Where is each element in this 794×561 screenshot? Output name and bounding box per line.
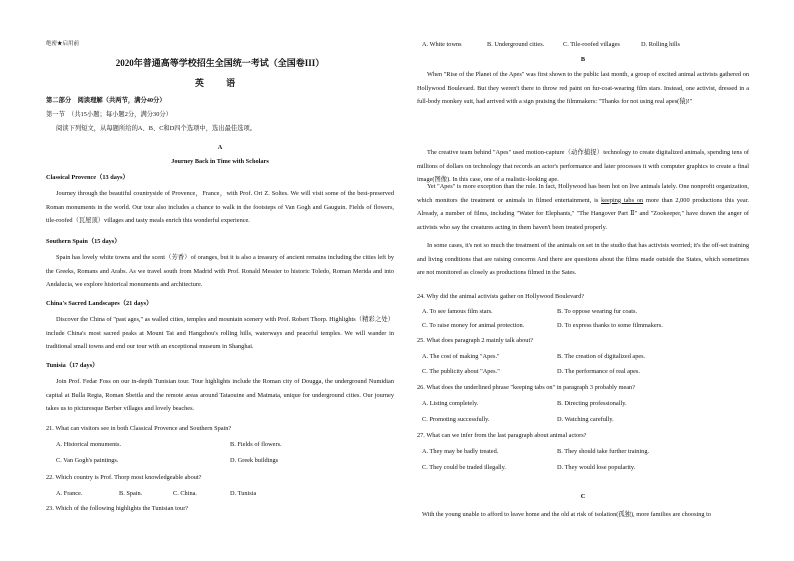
passage-a-letter: A: [217, 144, 223, 151]
exam-title: 2020年普通高等学校招生全国统一考试（全国卷III）: [115, 58, 325, 68]
question-26-option-c: C. Promoting successfully.: [422, 416, 490, 423]
question-22-option-d: D. Tunisia: [230, 490, 257, 497]
question-23-option-d: D. Rolling hills: [641, 41, 681, 48]
passage-a-heading-tunisia: Tunisia（17 days）: [46, 362, 99, 369]
passage-c-letter: C: [580, 493, 586, 500]
passage-a-heading-china: China's Sacred Landscapes（21 days）: [46, 300, 153, 307]
question-22-stem: 22. Which country is Prof. Thorp most knowledgeable about?: [46, 474, 202, 481]
question-23-option-a: A. White towns: [422, 41, 462, 48]
question-22-option-a: A. France.: [56, 490, 83, 497]
question-21-option-a: A. Historical monuments.: [56, 441, 122, 448]
question-24-stem: 24. Why did the animal activists gather on Hollywood Boulevard?: [417, 293, 585, 300]
question-24-option-d: D. To express thanks to some filmmakers.: [557, 322, 663, 329]
question-23-stem: 23. Which of the following highlights the Tunisian tour?: [46, 505, 189, 512]
passage-b-paragraph-1: When "Rise of the Planet of the Apes" was first shown to the public last month, a group of excited animal activists gathered on Hollywood Boulevard. But they weren't there to throw red paint on fur-coat-wearing film stars. Instead, one activist, dressed in a full-body monkey suit, had arrived with a sign praising the filmmakers: "Thanks for not using real apes(猿)!": [417, 71, 749, 106]
question-26-option-b: B. Directing professionally.: [557, 400, 627, 407]
section-instruction: 阅读下列短文，从每题所给的A、B、C和D四个选项中，选出最佳选项。: [56, 125, 257, 132]
passage-a-title: Journey Back in Time with Scholars: [171, 158, 269, 165]
secret-label: 绝密★启用前: [46, 41, 80, 47]
question-24-option-b: B. To oppose wearing fur coats.: [557, 308, 638, 315]
question-23-option-c: C. Tile-roofed villages: [563, 41, 620, 48]
question-27-option-b: B. They should take further training.: [557, 448, 650, 455]
question-25-option-c: C. The publicity about "Apes.": [422, 368, 500, 375]
question-26-stem: 26. What does the underlined phrase "keeping tabs on" in paragraph 3 probably mean?: [417, 384, 636, 391]
question-25-stem: 25. What does paragraph 2 mainly talk about?: [417, 337, 533, 344]
passage-a-paragraph-provence: Journey through the beautiful countryside of Provence，France，with Prof. Ori Z. Soltes. We will visit some of the best-preserved Roman monuments in the world. Our tour also includes a chance to walk in the footsteps of Van Gogh and Gauguin. Fields of flowers, tile-roofed（瓦屋顶）villages and tasty meals enrich this wonderful experience.: [46, 190, 394, 225]
question-25-option-a: A. The cost of making "Apes.": [422, 353, 500, 360]
question-21-option-b: B. Fields of flowers.: [230, 441, 282, 448]
passage-b-paragraph-3-end: more than 2,000 productions this year. Already, a number of films, including "Water for Elephants," "The Hangover Part Ⅱ" and "Zookeeper," have drawn the anger of activists who say the creatures acting in them haven't been treated properly.: [417, 196, 749, 231]
question-21-option-d: D. Greek buildings: [230, 457, 279, 464]
passage-c-paragraph-1: With the young unable to afford to leave home and the old at risk of isolation(孤独), more families are choosing to: [422, 511, 712, 518]
passage-a-heading-spain: Southern Spain（15 days）: [46, 238, 121, 245]
question-23-option-b: B. Underground cities.: [487, 41, 545, 48]
question-24-option-a: A. To see famous film stars.: [422, 308, 493, 315]
passage-b-paragraph-2: The creative team behind "Apes" used motion-capture（动作捕捉）technology to create digitalized animals, spending tens of millions of dollars on technology that records an actor's performance and later processes it with computer graphics to create a final image(图像). In this case, one of a realistic-looking ape.: [417, 149, 749, 184]
question-24-option-c: C. To raise money for animal protection.: [422, 322, 525, 329]
passage-b-paragraph-4: In some cases, it's not so much the treatment of the animals on set in the studio that has activists worried; it's the off-set training and living conditions that are raising concerns And there are questions about the films made outside the States, which sometimes are not monitored as closely as productions filmed in the Sates.: [417, 242, 749, 277]
question-26-option-d: D. Watching carefully.: [557, 416, 614, 423]
subject-title: 英 语: [194, 78, 246, 88]
passage-a-paragraph-spain: Spain has lovely white towns and the scent（芳香）of oranges, but it is also a treasury of ancient remains including the cities left by the Greeks, Romans and Arabs. As we travel south from Madrid with Prof. Ronald Messier to historic Toledo, Roman Merida and into Andalucia, we explore historical monuments and architecture.: [46, 254, 394, 289]
question-25-option-d: D. The performance of real apes.: [557, 368, 640, 375]
question-27-stem: 27. What can we infer from the last paragraph about animal actors?: [417, 432, 587, 439]
passage-b-letter: B: [580, 56, 586, 63]
underlined-phrase: keeping tabs on: [601, 196, 644, 204]
question-22-option-c: C. China.: [173, 490, 197, 497]
question-26-option-a: A. Listing completely.: [422, 400, 479, 407]
question-27-option-d: D. They would lose popularity.: [557, 464, 636, 471]
passage-a-heading-provence: Classical Provence（13 days）: [46, 174, 129, 181]
passage-b-paragraph-3: [417, 180, 749, 234]
question-21-stem: 21. What can visitors see in both Classical Provence and Southern Spain?: [46, 425, 232, 432]
section-part: 第二部分 阅读理解（共两节，满分40分）: [46, 97, 166, 104]
section-sub: 第一节 （共15小题；每小题2分，满分30分）: [46, 111, 172, 118]
question-27-option-c: C. They could be traded illegally.: [422, 464, 506, 471]
question-21-option-c: C. Van Gogh's paintings.: [56, 457, 119, 464]
passage-a-paragraph-china: Discover the China of "past ages," as walled cities, temples and mountain scenery with Prof. Robert Thorp. Highlights（精彩之处）include China's most sacred peaks at Mount Tai and Hangzhou's rolling hills, waterways and peaceful temples. We will wander in traditional small towns and end our tour with an exceptional museum in Shanghai.: [46, 316, 394, 351]
question-25-option-b: B. The creation of digitalized apes.: [557, 353, 646, 360]
passage-a-paragraph-tunisia: Join Prof. Fedar Foss on our in-depth Tunisian tour. Tour highlights include the Roman city of Dougga, the underground Numidian capital at Bulla Regia, Roman Sbeitla and the remote areas around Tataouine and Matmata, unique for underground cities. Our journey takes us to picturesque Berber villages and lovely beaches.: [46, 378, 394, 413]
question-22-option-b: B. Spain.: [119, 490, 143, 497]
passage-b-paragraph-3-start: Yet "Apes" is more exception than the rule. In fact, Hollywood has been hot on live animals lately. One nonprofit organization, which monitors the treatment or animals in filmed entertainment, is: [417, 183, 749, 204]
question-27-option-a: A. They may be badly treated.: [422, 448, 499, 455]
